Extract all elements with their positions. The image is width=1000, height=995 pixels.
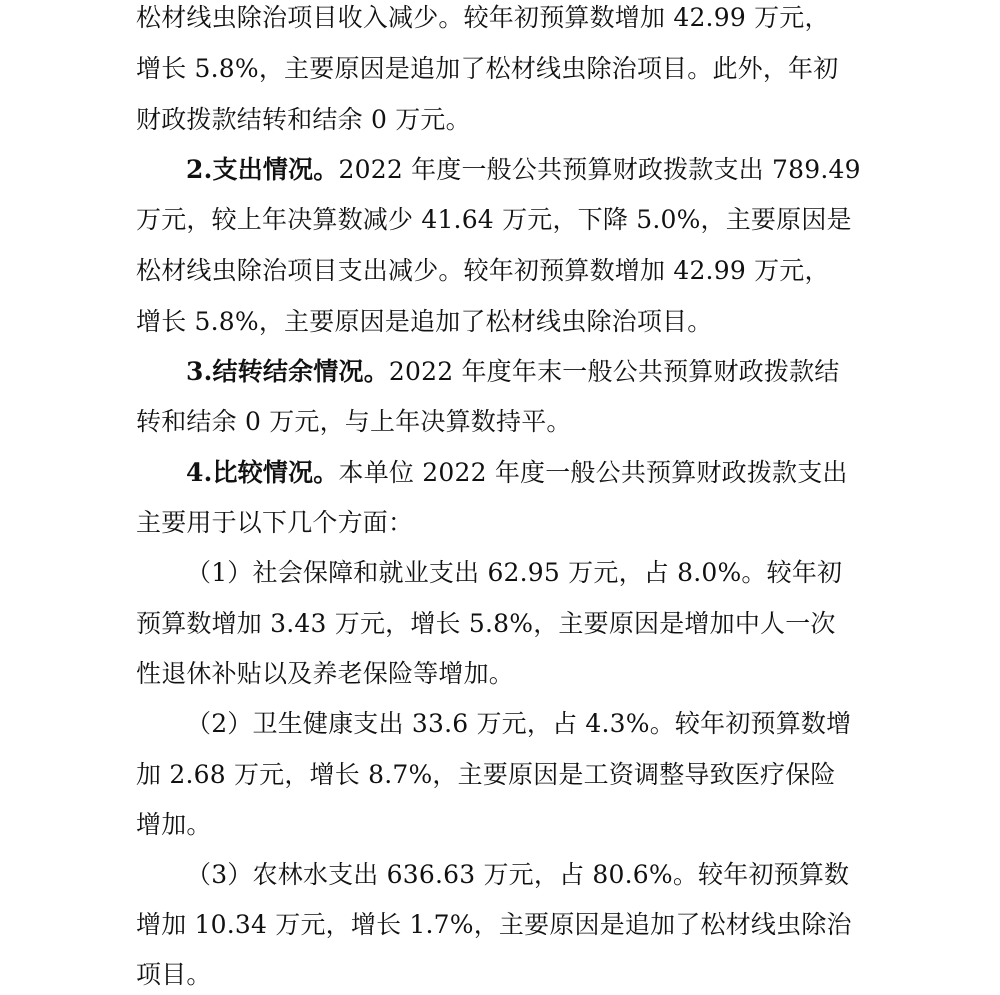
item-1-line-2: 预算数增加 3.43 万元，增长 5.8%，主要原因是增加中人一次 [136, 609, 836, 638]
text-line-6: 松材线虫除治项目支出减少。较年初预算数增加 42.99 万元， [136, 256, 830, 285]
item-2-line-1: （2）卫生健康支出 33.6 万元，占 4.3%。较年初预算数增 [186, 709, 852, 738]
item-3-line-2: 增加 10.34 万元，增长 1.7%，主要原因是追加了松材线虫除治 [136, 910, 852, 939]
text-line-2: 增长 5.8%，主要原因是追加了松材线虫除治项目。此外，年初 [136, 54, 839, 83]
section-4-heading-line: 4.比较情况。本单位 2022 年度一般公共预算财政拨款支出 [186, 458, 848, 487]
text-line-5: 万元，较上年决算数减少 41.64 万元，下降 5.0%，主要原因是 [136, 205, 852, 234]
text-line-1: 松材线虫除治项目收入减少。较年初预算数增加 42.99 万元， [136, 3, 830, 32]
section-2-heading: 2.支出情况。 [186, 155, 339, 184]
item-3-line-3: 项目。 [136, 960, 212, 989]
item-2-line-3: 增加。 [136, 810, 212, 839]
text-line-3: 财政拨款结转和结余 0 万元。 [136, 105, 471, 134]
section-3-heading-line: 3.结转结余情况。2022 年度年末一般公共预算财政拨款结 [186, 357, 840, 386]
item-1-line-3: 性退休补贴以及养老保险等增加。 [136, 659, 515, 688]
text-line-9: 转和结余 0 万元，与上年决算数持平。 [136, 407, 572, 436]
section-3-heading: 3.结转结余情况。 [186, 357, 389, 386]
text-line-7: 增长 5.8%，主要原因是追加了松材线虫除治项目。 [136, 307, 713, 336]
item-1-line-1: （1）社会保障和就业支出 62.95 万元，占 8.0%。较年初 [186, 558, 843, 587]
text-line-11: 主要用于以下几个方面： [136, 508, 414, 537]
item-2-line-2: 加 2.68 万元，增长 8.7%，主要原因是工资调整导致医疗保险 [136, 760, 836, 789]
section-4-heading: 4.比较情况。 [186, 458, 339, 487]
section-2-heading-line: 2.支出情况。2022 年度一般公共预算财政拨款支出 789.49 [186, 155, 861, 184]
item-3-line-1: （3）农林水支出 636.63 万元，占 80.6%。较年初预算数 [186, 860, 850, 889]
